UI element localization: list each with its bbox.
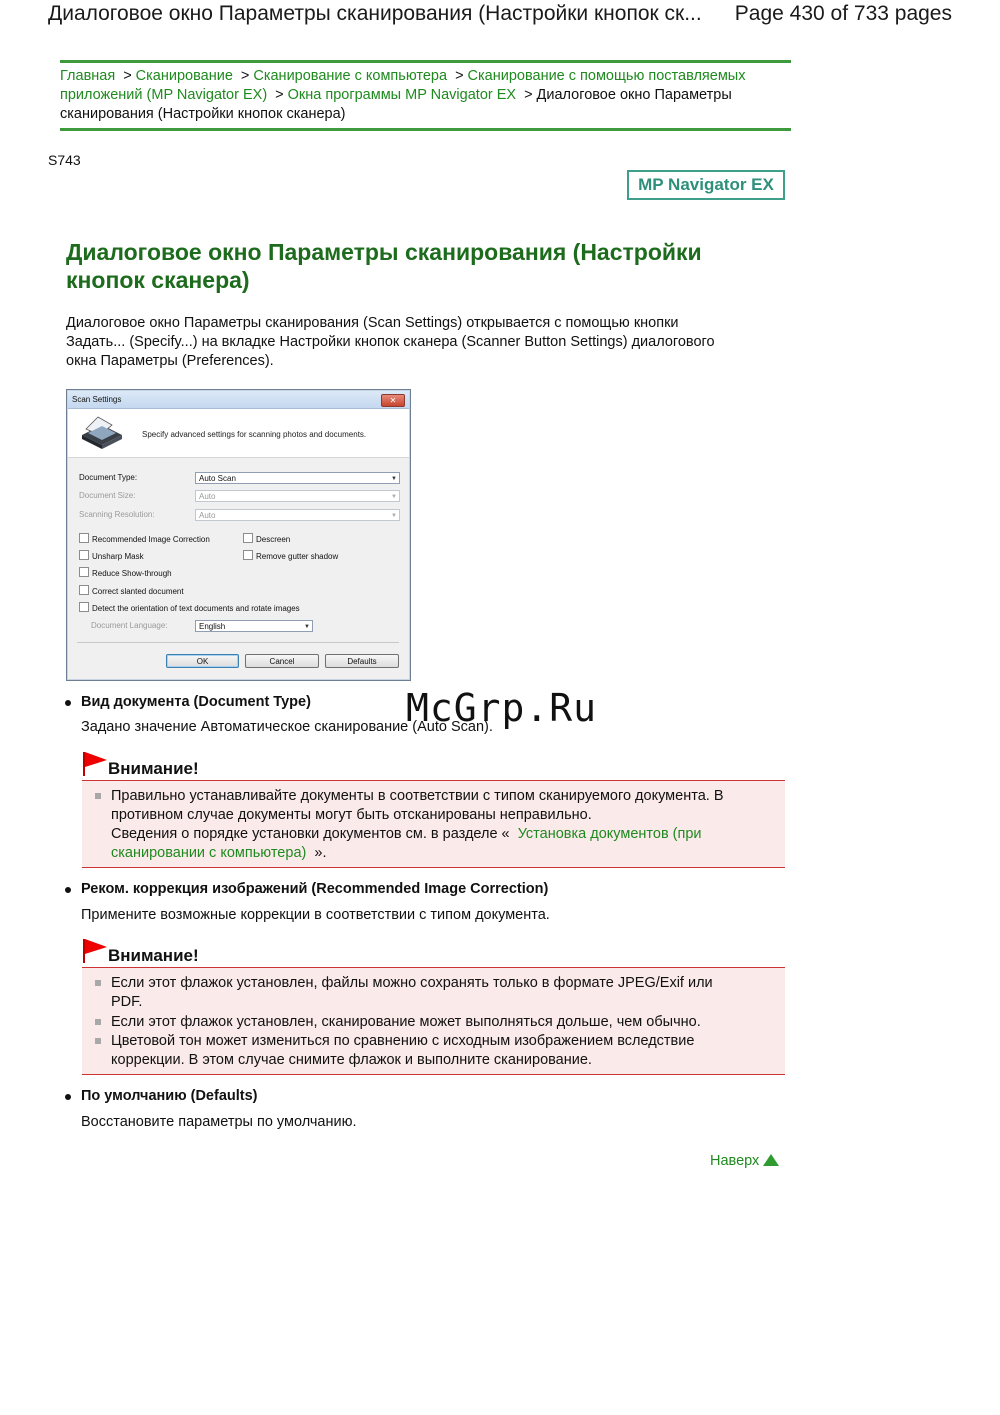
breadcrumb-current: Диалоговое окно Параметры сканирования (Настройки кнопок сканера) <box>60 87 732 122</box>
top-divider <box>60 60 791 63</box>
caution-item-format: Если этот флажок установлен, файлы можно сохранять только в формате JPEG/Exif или PDF. <box>111 975 713 1010</box>
checkbox-detect-orientation[interactable]: Detect the orientation of text documents and rotate images <box>79 602 300 613</box>
document-size-select[interactable]: Auto ▼ <box>195 490 400 502</box>
breadcrumb: Главная > Сканирование > Сканирование с компьютера > Сканирование с помощью поставляемых приложений (MP Navigator EX) > Окна программы MP Navigator EX > Диалоговое окно Параметры сканирования (Настройки кнопок сканера) <box>60 68 746 122</box>
checkbox-remove-gutter-shadow[interactable]: Remove gutter shadow <box>243 550 338 561</box>
checkbox-box <box>79 585 89 595</box>
caution-flag-icon <box>82 751 108 777</box>
caution-heading: Внимание! <box>108 946 199 965</box>
scan-settings-dialog-screenshot <box>66 389 411 681</box>
document-type-select[interactable]: Auto Scan ▼ <box>195 472 400 484</box>
square-bullet-icon <box>95 980 101 986</box>
checkbox-recommended-image-correction[interactable]: Recommended Image Correction <box>79 533 210 544</box>
checkbox-box <box>243 533 253 543</box>
chevron-down-icon: ▼ <box>391 513 397 519</box>
dialog-close-icon: ✕ <box>381 394 405 407</box>
breadcrumb-link-bundled-apps[interactable]: Сканирование с помощью поставляемых приложений (MP Navigator EX) <box>60 68 746 103</box>
item-heading-defaults: По умолчанию (Defaults) <box>81 1088 258 1104</box>
bullet-icon <box>65 887 71 893</box>
dialog-title: Scan Settings <box>72 395 122 404</box>
breadcrumb-link-scan-from-computer[interactable]: Сканирование с компьютера <box>253 68 448 84</box>
bullet-icon <box>65 700 71 706</box>
intro-paragraph: Диалоговое окно Параметры сканирования (Scan Settings) открывается с помощью кнопки Задать... (Specify...) на вкладке Настройки кнопок сканера (Scanner Button Settings) диалогового окна Параметры (Preferences). <box>66 315 715 369</box>
dialog-header <box>68 409 409 458</box>
product-logo: MP Navigator EX <box>627 170 785 200</box>
defaults-button[interactable]: Defaults <box>325 654 399 668</box>
caution-item-duration: Если этот флажок установлен, сканирование может выполняться дольше, чем обычно. <box>111 1014 701 1030</box>
caution-bottom-rule <box>82 1074 785 1075</box>
chevron-down-icon: ▼ <box>391 476 397 482</box>
item-body-image-correction: Примените возможные коррекции в соответствии с типом документа. <box>81 907 550 923</box>
scanner-icon <box>78 415 124 451</box>
breadcrumb-divider <box>60 128 791 131</box>
up-arrow-icon <box>763 1154 779 1166</box>
dialog-description: Specify advanced settings for scanning photos and documents. <box>142 430 367 439</box>
dialog-titlebar <box>68 391 409 409</box>
item-heading-image-correction: Реком. коррекция изображений (Recommended Image Correction) <box>81 881 549 897</box>
caution-bottom-rule <box>82 867 785 868</box>
checkbox-correct-slanted[interactable]: Correct slanted document <box>79 585 184 596</box>
checkbox-reduce-show-through[interactable]: Reduce Show-through <box>79 567 172 578</box>
checkbox-box <box>79 567 89 577</box>
caution-text: Правильно устанавливайте документы в соответствии с типом сканируемого документа. В противном случае документы могут быть отсканированы неправильно. Сведения о порядке установки документов см. в разделе « Установка документов (при сканировании с компьютера) ». <box>111 788 724 861</box>
document-header-title: Диалоговое окно Параметры сканирования (Настройки кнопок ск... <box>48 2 702 25</box>
document-type-label: Document Type: <box>79 473 138 482</box>
breadcrumb-link-scanning[interactable]: Сканирование <box>135 68 233 84</box>
breadcrumb-link-navigator-windows[interactable]: Окна программы MP Navigator EX <box>287 87 517 103</box>
bullet-icon <box>65 1094 71 1100</box>
document-language-label: Document Language: <box>91 621 168 630</box>
item-body-defaults: Восстановите параметры по умолчанию. <box>81 1114 357 1130</box>
document-size-label: Document Size: <box>79 491 136 500</box>
document-language-select[interactable]: English ▼ <box>195 620 313 632</box>
checkbox-box <box>243 550 253 560</box>
checkbox-box <box>79 533 89 543</box>
caution-box <box>82 781 785 867</box>
cancel-button[interactable]: Cancel <box>245 654 319 668</box>
link-placing-documents-cont[interactable]: сканировании с компьютера) <box>111 845 307 861</box>
checkbox-box <box>79 550 89 560</box>
ok-button[interactable]: OK <box>166 654 239 668</box>
caution-flag-icon <box>82 938 108 964</box>
document-code: S743 <box>48 152 81 168</box>
square-bullet-icon <box>95 793 101 799</box>
page-title: Диалоговое окно Параметры сканирования (Настройки кнопок сканера) <box>66 239 702 293</box>
checkbox-descreen[interactable]: Descreen <box>243 533 290 544</box>
caution-box <box>82 968 785 1074</box>
chevron-down-icon: ▼ <box>304 624 310 630</box>
square-bullet-icon <box>95 1038 101 1044</box>
square-bullet-icon <box>95 1019 101 1025</box>
item-body-document-type: Задано значение Автоматическое сканирование (Auto Scan). <box>81 719 493 735</box>
scanning-resolution-label: Scanning Resolution: <box>79 510 155 519</box>
caution-heading: Внимание! <box>108 759 199 778</box>
scanning-resolution-select[interactable]: Auto ▼ <box>195 509 400 521</box>
item-heading-document-type: Вид документа (Document Type) <box>81 694 311 710</box>
page-counter: Page 430 of 733 pages <box>734 2 952 25</box>
breadcrumb-link-home[interactable]: Главная <box>60 68 116 84</box>
checkbox-box <box>79 602 89 612</box>
back-to-top-link[interactable]: Наверх <box>710 1153 779 1169</box>
chevron-down-icon: ▼ <box>391 494 397 500</box>
watermark: McGrp.Ru <box>406 686 598 730</box>
dialog-divider <box>77 642 399 643</box>
link-placing-documents[interactable]: Установка документов (при <box>517 826 702 842</box>
caution-item-color-tone: Цветовой тон может измениться по сравнению с исходным изображением вследствие коррекции. В этом случае снимите флажок и выполните сканирование. <box>111 1033 695 1068</box>
checkbox-unsharp-mask[interactable]: Unsharp Mask <box>79 550 144 561</box>
